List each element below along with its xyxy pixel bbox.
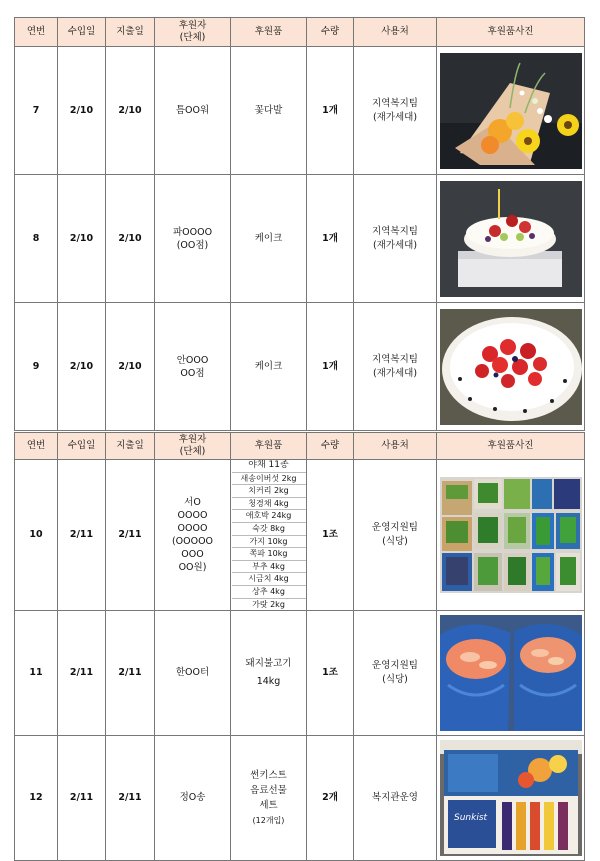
used-by-line: 운영지원팀 <box>372 522 418 534</box>
header-donor <box>155 433 231 460</box>
item-list-entry: 청경채 4kg <box>232 498 306 511</box>
header-issued: 지출일 <box>106 433 155 460</box>
row-received: 2/10 <box>58 175 106 303</box>
row-issued: 2/11 <box>106 736 155 861</box>
sunkist-brand-text: Sunkist <box>453 813 487 824</box>
row-issued: 2/10 <box>106 175 155 303</box>
item-list-entry: 쪽파 10kg <box>232 548 306 561</box>
used-by-line: 복지관운영 <box>372 792 418 804</box>
header-photo: 후원품사진 <box>437 433 585 460</box>
item-line: 14kg <box>256 676 281 688</box>
row-item: 케이크 <box>231 175 307 303</box>
header-donor-line2: (단체) <box>179 32 206 43</box>
table-row <box>15 736 585 861</box>
row-photo <box>437 47 585 175</box>
table-row <box>15 611 585 736</box>
juice-gift-set-photo <box>440 740 582 856</box>
item-list-entry: 부추 4kg <box>232 561 306 574</box>
header-row <box>15 433 585 460</box>
row-qty: 1개 <box>307 47 354 175</box>
item-line: 음료선물 <box>250 785 287 797</box>
row-photo <box>437 460 585 611</box>
table-row <box>15 47 585 175</box>
row-donor <box>155 736 231 861</box>
header-donor <box>155 18 231 47</box>
donor-line: 틈OO워 <box>175 104 210 116</box>
row-used-by <box>354 303 437 431</box>
row-no: 8 <box>15 175 58 303</box>
used-by-line: 지역복지팀 <box>372 225 418 237</box>
donor-line: OOOO <box>177 523 208 535</box>
row-issued: 2/10 <box>106 303 155 431</box>
row-photo <box>437 175 585 303</box>
row-item: 케이크 <box>231 303 307 431</box>
row-donor <box>155 47 231 175</box>
row-photo <box>437 736 585 861</box>
row-item <box>231 611 307 736</box>
item-line: 썬키스트 <box>250 770 287 782</box>
item-list-entry: 가지 10kg <box>232 536 306 549</box>
row-donor <box>155 611 231 736</box>
item-list-entry: 시금치 4kg <box>232 573 306 586</box>
vegetable-boxes-photo <box>440 477 582 593</box>
donor-line: 한OO터 <box>175 667 210 679</box>
donor-line: 안OOO <box>176 354 209 366</box>
item-line: 세트 <box>259 800 278 812</box>
item-list-entry: 가랏 2kg <box>252 599 285 609</box>
item-list-entry: 새송이버섯 2kg <box>232 473 306 486</box>
row-item: 꽃다발 <box>231 47 307 175</box>
item-line: (12개입) <box>252 816 285 826</box>
row-qty: 1개 <box>307 175 354 303</box>
row-item <box>231 736 307 861</box>
row-no: 11 <box>15 611 58 736</box>
header-donor-line2: (단체) <box>179 446 206 457</box>
donor-line: 서O <box>184 497 201 509</box>
donor-line: (OO점) <box>176 239 209 251</box>
used-by-line: (식당) <box>382 674 408 686</box>
header-issued: 지출일 <box>106 18 155 47</box>
table-row <box>15 175 585 303</box>
pork-bulgogi-photo <box>440 615 582 731</box>
row-no: 12 <box>15 736 58 861</box>
item-list-entry: 상추 4kg <box>232 586 306 599</box>
row-qty: 1조 <box>307 460 354 611</box>
header-no: 연번 <box>15 433 58 460</box>
donor-line: OO점 <box>180 367 205 379</box>
header-donor-line1: 후원자 <box>178 434 207 445</box>
row-used-by <box>354 736 437 861</box>
used-by-line: (재가세대) <box>372 367 418 379</box>
row-donor <box>155 460 231 611</box>
row-received: 2/10 <box>58 47 106 175</box>
used-by-line: 운영지원팀 <box>372 660 418 672</box>
donation-table-top <box>14 17 585 431</box>
header-row <box>15 18 585 47</box>
row-received: 2/11 <box>58 611 106 736</box>
table-row <box>15 460 585 611</box>
row-photo <box>437 303 585 431</box>
header-item: 후원품 <box>231 18 307 47</box>
donor-line: OOOO <box>177 510 208 522</box>
header-received: 수입일 <box>58 18 106 47</box>
row-used-by <box>354 47 437 175</box>
item-list-entry: 야채 11종 <box>232 460 306 473</box>
donation-table-bottom <box>14 432 585 861</box>
row-qty: 1조 <box>307 611 354 736</box>
header-used-by: 사용처 <box>354 433 437 460</box>
donor-line: 파OOOO <box>172 226 213 238</box>
header-item: 후원품 <box>231 433 307 460</box>
row-qty: 2개 <box>307 736 354 861</box>
donor-line: 정O송 <box>179 792 206 804</box>
row-donor <box>155 303 231 431</box>
used-by-line: (재가세대) <box>372 239 418 251</box>
row-issued: 2/10 <box>106 47 155 175</box>
row-no: 7 <box>15 47 58 175</box>
header-no: 연번 <box>15 18 58 47</box>
used-by-line: 지역복지팀 <box>372 353 418 365</box>
donor-line: (OOOOO <box>171 536 214 548</box>
row-item <box>231 460 307 611</box>
item-list-entry: 숙갓 8kg <box>232 523 306 536</box>
used-by-line: 지역복지팀 <box>372 97 418 109</box>
row-no: 9 <box>15 303 58 431</box>
row-used-by <box>354 460 437 611</box>
strawberry-cake-photo <box>440 309 582 425</box>
item-list <box>232 460 306 610</box>
item-line: 돼지불고기 <box>245 658 292 670</box>
header-used-by: 사용처 <box>354 18 437 47</box>
item-list-entry: 치커리 2kg <box>232 485 306 498</box>
header-photo: 후원품사진 <box>437 18 585 47</box>
row-received: 2/11 <box>58 460 106 611</box>
row-no: 10 <box>15 460 58 611</box>
row-issued: 2/11 <box>106 611 155 736</box>
row-qty: 1개 <box>307 303 354 431</box>
row-received: 2/10 <box>58 303 106 431</box>
row-used-by <box>354 175 437 303</box>
header-received: 수입일 <box>58 433 106 460</box>
donor-line: OOO <box>181 549 204 561</box>
header-qty: 수량 <box>307 433 354 460</box>
flower-bouquet-photo <box>440 53 582 169</box>
row-received: 2/11 <box>58 736 106 861</box>
row-donor <box>155 175 231 303</box>
donor-line: OO원) <box>178 562 207 574</box>
row-issued: 2/11 <box>106 460 155 611</box>
row-used-by <box>354 611 437 736</box>
item-list-entry: 애호박 24kg <box>232 510 306 523</box>
used-by-line: (재가세대) <box>372 111 418 123</box>
fruit-cake-photo <box>440 181 582 297</box>
used-by-line: (식당) <box>382 536 408 548</box>
row-photo <box>437 611 585 736</box>
header-qty: 수량 <box>307 18 354 47</box>
header-donor-line1: 후원자 <box>178 20 207 31</box>
table-row <box>15 303 585 431</box>
